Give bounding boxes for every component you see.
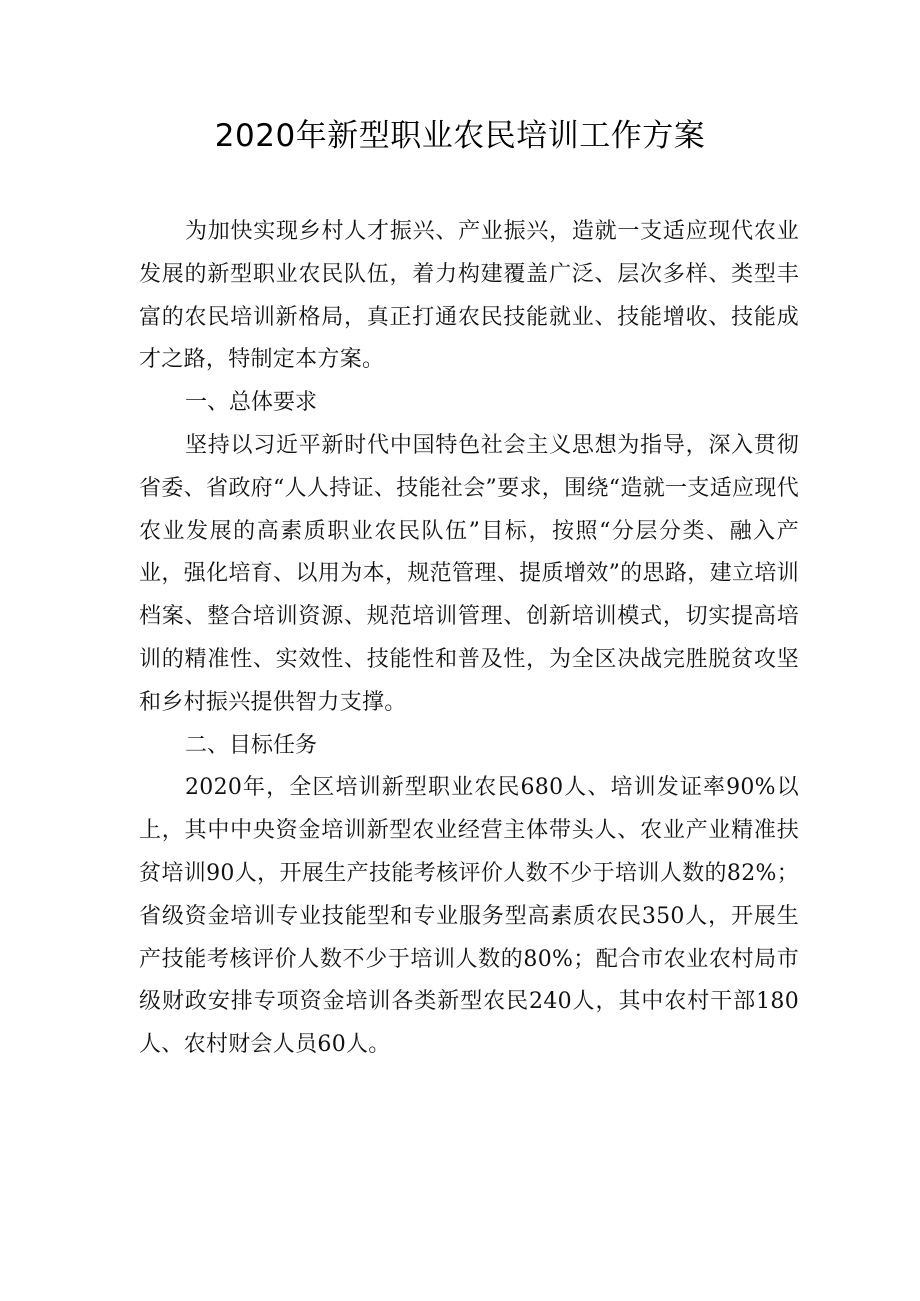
- targets-tasks-paragraph: 2020年，全区培训新型职业农民680人、培训发证率90%以上，其中中央资金培训新型农业经营主体带头人、农业产业精准扶贫培训90人，开展生产技能考核评价人数不少于培训人数的82%；省级资金培训专业技能型和专业服务型高素质农民350人，开展生产技能考核评价人数不少于培训人数的80%；配合市农业农村局市级财政安排专项资金培训各类新型农民240人，其中农村干部180人、农村财会人员60人。: [139, 775, 799, 1058]
- general-requirements-paragraph: 坚持以习近平新时代中国特色社会主义思想为指导，深入贯彻省委、省政府“人人持证、技能社会”要求，围绕“造就一支适应现代农业发展的高素质职业农民队伍”目标，按照“分层分类、融入产业，强化培育、以用为本，规范管理、提质增效”的思路，建立培训档案、整合培训资源、规范培训管理、创新培训模式，切实提高培训的精准性、实效性、技能性和普及性，为全区决战完胜脱贫攻坚和乡村振兴提供智力支撑。: [139, 432, 799, 715]
- section-heading-general-requirements: 一、总体要求: [185, 390, 318, 416]
- section-heading-targets-tasks: 二、目标任务: [185, 732, 318, 758]
- intro-paragraph: 为加快实现乡村人才振兴、产业振兴，造就一支适应现代农业发展的新型职业农民队伍，着力构建覆盖广泛、层次多样、类型丰富的农民培训新格局，真正打通农民技能就业、技能增收、技能成才之路，特制定本方案。: [139, 219, 799, 373]
- document-title: 2020年新型职业农民培训工作方案: [214, 118, 706, 154]
- document-body: [139, 211, 799, 1067]
